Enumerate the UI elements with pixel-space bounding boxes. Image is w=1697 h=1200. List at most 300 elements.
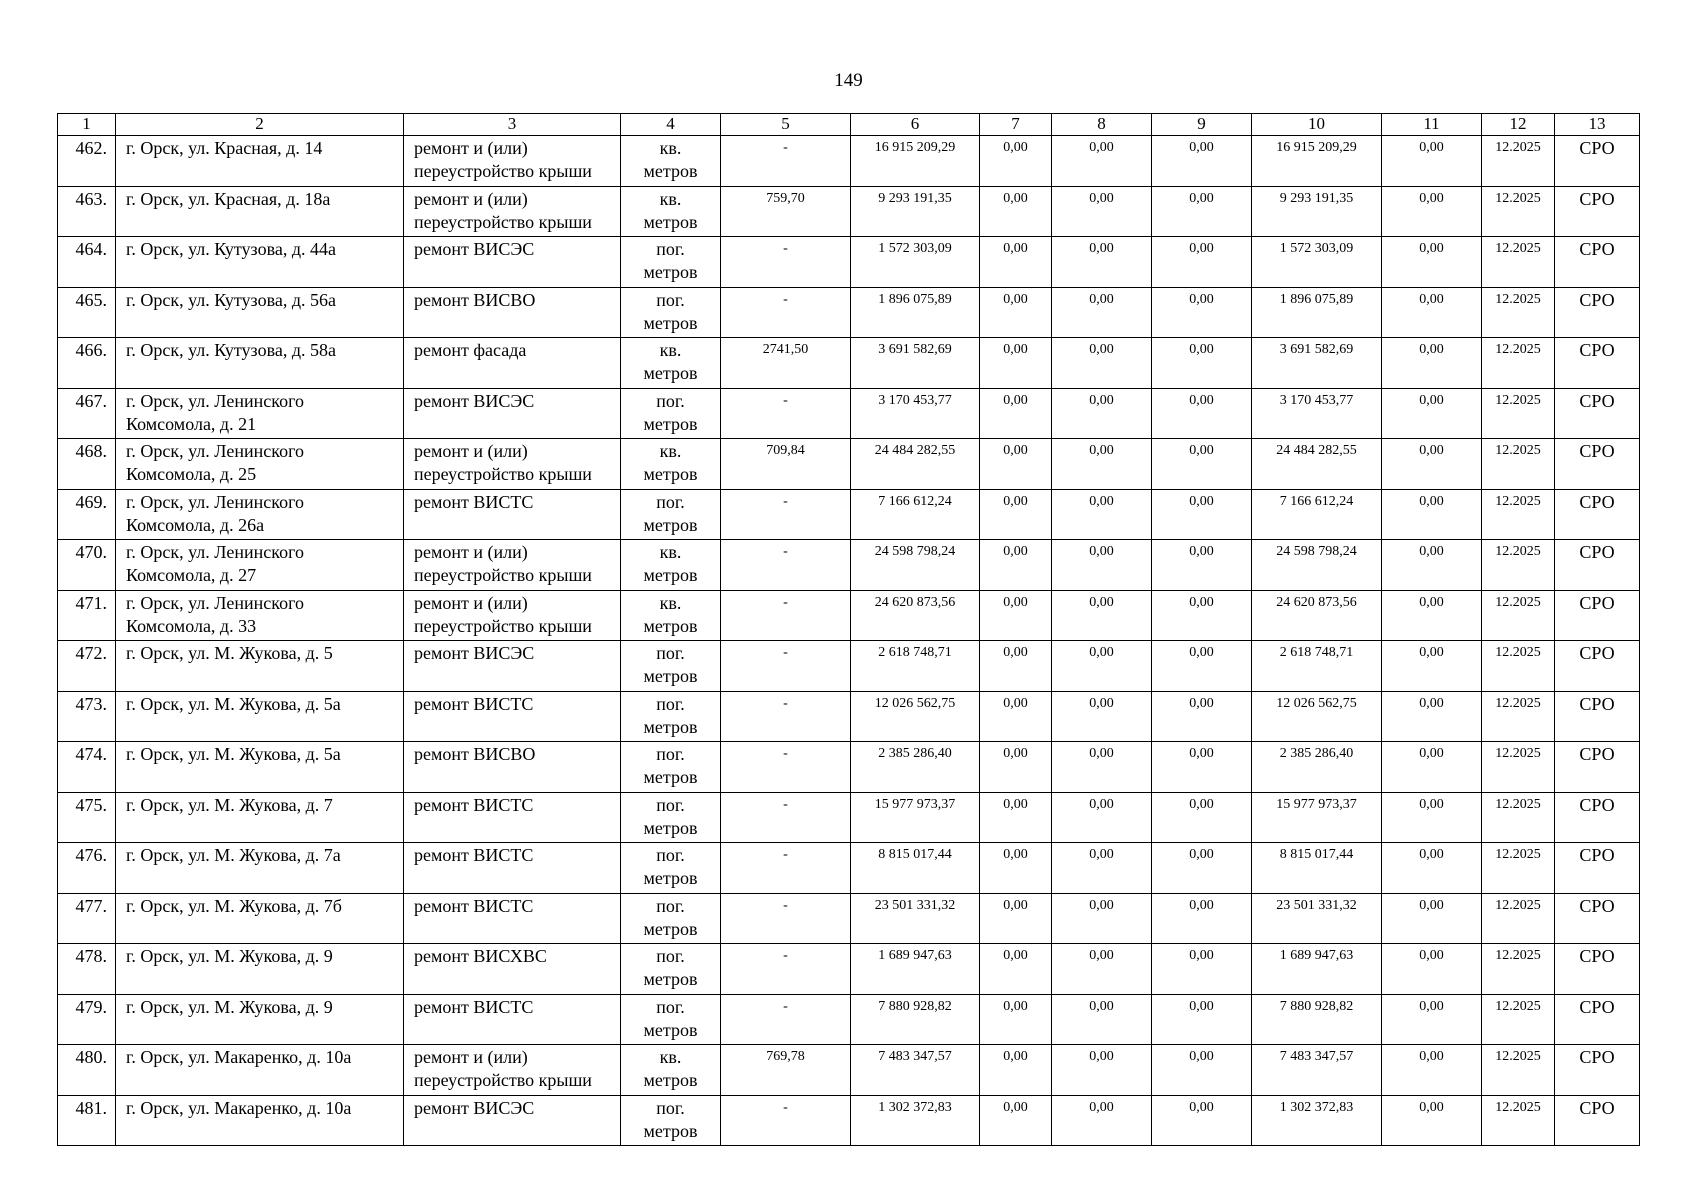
completion-date-cell: 12.2025 (1482, 489, 1555, 540)
col8-cell: 0,00 (1052, 338, 1152, 389)
col9-cell: 0,00 (1152, 1045, 1252, 1096)
address-cell-line: Комсомола, д. 26а (126, 514, 265, 535)
address-cell-line: г. Орск, ул. Кутузова, д. 58а (126, 340, 336, 360)
unit-cell (621, 742, 721, 793)
work-type-cell-line: ремонт и (или) (414, 138, 528, 158)
work-type-cell (404, 944, 621, 995)
work-type-cell (404, 1095, 621, 1146)
unit-cell-line: пог. (656, 491, 685, 512)
col9-cell: 0,00 (1152, 1095, 1252, 1146)
area-cell: - (721, 287, 851, 338)
completion-date-cell: 12.2025 (1482, 388, 1555, 439)
address-cell (116, 590, 404, 641)
col9-cell: 0,00 (1152, 742, 1252, 793)
col8-cell: 0,00 (1052, 893, 1152, 944)
col11-cell: 0,00 (1382, 843, 1482, 894)
work-type-cell-line: ремонт и (или) (414, 1047, 528, 1067)
col7-cell: 0,00 (980, 742, 1052, 793)
row-number: 478. (58, 944, 116, 995)
table-row (58, 489, 1640, 540)
unit-cell (621, 540, 721, 591)
address-cell-line: г. Орск, ул. Кутузова, д. 56а (126, 289, 336, 310)
area-cell: - (721, 1095, 851, 1146)
col10-cell: 15 977 973,37 (1252, 792, 1382, 843)
table-row (58, 893, 1640, 944)
work-type-cell (404, 237, 621, 288)
col8-cell: 0,00 (1052, 439, 1152, 490)
unit-cell (621, 237, 721, 288)
unit-cell-line: метров (643, 767, 698, 787)
address-cell-line: г. Орск, ул. Красная, д. 18а (126, 188, 331, 209)
address-cell (116, 691, 404, 742)
completion-date-cell: 12.2025 (1482, 540, 1555, 591)
completion-date-cell: 12.2025 (1482, 237, 1555, 288)
address-cell-line: г. Орск, ул. М. Жукова, д. 7а (126, 845, 341, 865)
row-number: 474. (58, 742, 116, 793)
completion-date-cell: 12.2025 (1482, 439, 1555, 490)
col10-cell: 1 896 075,89 (1252, 287, 1382, 338)
col7-cell: 0,00 (980, 287, 1052, 338)
column-header-10: 10 (1252, 114, 1382, 136)
work-type-cell-line: ремонт ВИСЭС (414, 1097, 535, 1118)
executor-cell: СРО (1555, 590, 1640, 641)
col10-cell: 3 170 453,77 (1252, 388, 1382, 439)
unit-cell-line: метров (643, 716, 698, 737)
table-row (58, 287, 1640, 338)
col7-cell: 0,00 (980, 843, 1052, 894)
col8-cell: 0,00 (1052, 287, 1152, 338)
work-type-cell (404, 994, 621, 1045)
total-cost-cell: 3 691 582,69 (851, 338, 980, 389)
col10-cell: 8 815 017,44 (1252, 843, 1382, 894)
col10-cell: 7 483 347,57 (1252, 1045, 1382, 1096)
completion-date-cell: 12.2025 (1482, 893, 1555, 944)
unit-cell (621, 641, 721, 692)
total-cost-cell: 23 501 331,32 (851, 893, 980, 944)
col9-cell: 0,00 (1152, 540, 1252, 591)
total-cost-cell: 12 026 562,75 (851, 691, 980, 742)
work-type-cell-line: ремонт ВИСВО (414, 744, 536, 764)
total-cost-cell: 24 484 282,55 (851, 439, 980, 490)
completion-date-cell: 12.2025 (1482, 843, 1555, 894)
col10-cell: 12 026 562,75 (1252, 691, 1382, 742)
col7-cell: 0,00 (980, 641, 1052, 692)
unit-cell-line: пог. (656, 239, 685, 259)
page-number: 149 (834, 70, 863, 91)
work-type-cell-line: переустройство крыши (414, 615, 592, 636)
total-cost-cell: 2 618 748,71 (851, 641, 980, 692)
col7-cell: 0,00 (980, 237, 1052, 288)
unit-cell-line: метров (643, 514, 698, 535)
col11-cell: 0,00 (1382, 237, 1482, 288)
col8-cell: 0,00 (1052, 994, 1152, 1045)
address-cell-line: г. Орск, ул. М. Жукова, д. 5а (126, 693, 341, 714)
table-row (58, 1045, 1640, 1096)
area-cell: - (721, 388, 851, 439)
column-header-9: 9 (1152, 114, 1252, 136)
work-type-cell (404, 489, 621, 540)
address-cell (116, 237, 404, 288)
completion-date-cell: 12.2025 (1482, 1095, 1555, 1146)
row-number: 462. (58, 136, 116, 187)
unit-cell-line: метров (643, 969, 698, 989)
col9-cell: 0,00 (1152, 893, 1252, 944)
col10-cell: 2 618 748,71 (1252, 641, 1382, 692)
area-cell: - (721, 994, 851, 1045)
work-type-cell (404, 893, 621, 944)
total-cost-cell: 24 620 873,56 (851, 590, 980, 641)
address-cell-line: г. Орск, ул. М. Жукова, д. 5 (126, 643, 333, 663)
address-cell-line: г. Орск, ул. Кутузова, д. 44а (126, 239, 336, 259)
total-cost-cell: 7 483 347,57 (851, 1045, 980, 1096)
col9-cell: 0,00 (1152, 186, 1252, 237)
col7-cell: 0,00 (980, 186, 1052, 237)
col8-cell: 0,00 (1052, 1045, 1152, 1096)
unit-cell (621, 944, 721, 995)
unit-cell-line: метров (643, 868, 698, 888)
work-type-cell-line: переустройство крыши (414, 211, 592, 232)
unit-cell-line: метров (643, 464, 698, 484)
unit-cell (621, 792, 721, 843)
address-cell (116, 439, 404, 490)
column-header-5: 5 (721, 114, 851, 136)
col7-cell: 0,00 (980, 489, 1052, 540)
unit-cell (621, 994, 721, 1045)
work-type-cell-line: ремонт ВИСТС (414, 693, 534, 714)
row-number: 463. (58, 186, 116, 237)
work-type-cell (404, 641, 621, 692)
work-type-cell-line: переустройство крыши (414, 1070, 592, 1090)
area-cell: - (721, 691, 851, 742)
table-row (58, 540, 1640, 591)
table-body (58, 136, 1640, 1146)
total-cost-cell: 3 170 453,77 (851, 388, 980, 439)
total-cost-cell: 15 977 973,37 (851, 792, 980, 843)
executor-cell: СРО (1555, 1095, 1640, 1146)
column-header-7: 7 (980, 114, 1052, 136)
row-number: 466. (58, 338, 116, 389)
total-cost-cell: 7 880 928,82 (851, 994, 980, 1045)
table-row (58, 590, 1640, 641)
unit-cell-line: кв. (659, 1047, 682, 1067)
executor-cell: СРО (1555, 742, 1640, 793)
col8-cell: 0,00 (1052, 489, 1152, 540)
col9-cell: 0,00 (1152, 287, 1252, 338)
col11-cell: 0,00 (1382, 742, 1482, 793)
col11-cell: 0,00 (1382, 439, 1482, 490)
unit-cell-line: кв. (659, 592, 682, 613)
unit-cell-line: пог. (656, 845, 685, 865)
col11-cell: 0,00 (1382, 944, 1482, 995)
work-type-cell-line: ремонт ВИСЭС (414, 643, 535, 663)
total-cost-cell: 1 689 947,63 (851, 944, 980, 995)
column-header-6: 6 (851, 114, 980, 136)
row-number: 467. (58, 388, 116, 439)
col10-cell: 7 880 928,82 (1252, 994, 1382, 1045)
unit-cell-line: пог. (656, 289, 685, 310)
work-type-cell (404, 136, 621, 187)
unit-cell-line: кв. (659, 542, 682, 562)
unit-cell-line: метров (643, 1120, 698, 1141)
col8-cell: 0,00 (1052, 237, 1152, 288)
col8-cell: 0,00 (1052, 691, 1152, 742)
area-cell: - (721, 893, 851, 944)
col10-cell: 1 572 303,09 (1252, 237, 1382, 288)
col7-cell: 0,00 (980, 590, 1052, 641)
executor-cell: СРО (1555, 641, 1640, 692)
executor-cell: СРО (1555, 540, 1640, 591)
completion-date-cell: 12.2025 (1482, 742, 1555, 793)
unit-cell-line: метров (643, 666, 698, 686)
area-cell: 769,78 (721, 1045, 851, 1096)
unit-cell (621, 388, 721, 439)
col9-cell: 0,00 (1152, 136, 1252, 187)
completion-date-cell: 12.2025 (1482, 186, 1555, 237)
work-type-cell-line: ремонт ВИСТС (414, 895, 534, 916)
work-type-cell-line: ремонт ВИСВО (414, 289, 536, 310)
unit-cell-line: пог. (656, 744, 685, 764)
total-cost-cell: 16 915 209,29 (851, 136, 980, 187)
address-cell (116, 186, 404, 237)
col10-cell: 1 689 947,63 (1252, 944, 1382, 995)
unit-cell (621, 590, 721, 641)
area-cell: - (721, 489, 851, 540)
column-header-11: 11 (1382, 114, 1482, 136)
col11-cell: 0,00 (1382, 792, 1482, 843)
col10-cell: 24 484 282,55 (1252, 439, 1382, 490)
col8-cell: 0,00 (1052, 388, 1152, 439)
work-type-cell-line: ремонт ВИСТС (414, 794, 534, 815)
col9-cell: 0,00 (1152, 338, 1252, 389)
unit-cell-line: пог. (656, 996, 685, 1017)
work-type-cell (404, 388, 621, 439)
unit-cell-line: метров (643, 565, 698, 585)
area-cell: - (721, 590, 851, 641)
work-type-cell (404, 590, 621, 641)
col7-cell: 0,00 (980, 1095, 1052, 1146)
unit-cell (621, 893, 721, 944)
row-number: 479. (58, 994, 116, 1045)
table-row (58, 1095, 1640, 1146)
unit-cell-line: пог. (656, 643, 685, 663)
col11-cell: 0,00 (1382, 590, 1482, 641)
col10-cell: 24 598 798,24 (1252, 540, 1382, 591)
col11-cell: 0,00 (1382, 489, 1482, 540)
col9-cell: 0,00 (1152, 489, 1252, 540)
executor-cell: СРО (1555, 186, 1640, 237)
col8-cell: 0,00 (1052, 843, 1152, 894)
table-row (58, 186, 1640, 237)
address-cell (116, 843, 404, 894)
completion-date-cell: 12.2025 (1482, 641, 1555, 692)
address-cell (116, 641, 404, 692)
unit-cell-line: пог. (656, 946, 685, 966)
unit-cell-line: метров (643, 262, 698, 282)
column-header-1: 1 (58, 114, 116, 136)
col9-cell: 0,00 (1152, 237, 1252, 288)
unit-cell-line: метров (643, 615, 698, 636)
work-type-cell-line: переустройство крыши (414, 565, 592, 585)
col7-cell: 0,00 (980, 540, 1052, 591)
work-type-cell (404, 186, 621, 237)
total-cost-cell: 1 572 303,09 (851, 237, 980, 288)
col11-cell: 0,00 (1382, 540, 1482, 591)
work-type-cell-line: ремонт и (или) (414, 188, 528, 209)
total-cost-cell: 1 302 372,83 (851, 1095, 980, 1146)
unit-cell-line: пог. (656, 794, 685, 815)
col8-cell: 0,00 (1052, 590, 1152, 641)
work-type-cell (404, 1045, 621, 1096)
table-row (58, 641, 1640, 692)
address-cell-line: Комсомола, д. 21 (126, 413, 257, 434)
table-row (58, 237, 1640, 288)
work-type-cell-line: ремонт ВИСЭС (414, 239, 535, 259)
address-cell (116, 1095, 404, 1146)
unit-cell-line: метров (643, 312, 698, 333)
col7-cell: 0,00 (980, 893, 1052, 944)
unit-cell-line: пог. (656, 1097, 685, 1118)
work-type-cell-line: переустройство крыши (414, 161, 592, 181)
unit-cell-line: пог. (656, 390, 685, 411)
total-cost-cell: 7 166 612,24 (851, 489, 980, 540)
unit-cell-line: метров (643, 211, 698, 232)
col7-cell: 0,00 (980, 691, 1052, 742)
column-number-row (58, 114, 1640, 136)
unit-cell-line: метров (643, 1070, 698, 1090)
address-cell-line: г. Орск, ул. М. Жукова, д. 9 (126, 996, 333, 1017)
col7-cell: 0,00 (980, 388, 1052, 439)
col11-cell: 0,00 (1382, 287, 1482, 338)
work-type-cell-line: ремонт ВИСТС (414, 845, 534, 865)
col11-cell: 0,00 (1382, 893, 1482, 944)
row-number: 464. (58, 237, 116, 288)
address-cell-line: г. Орск, ул. М. Жукова, д. 7 (126, 794, 333, 815)
address-cell-line: г. Орск, ул. Красная, д. 14 (126, 138, 323, 158)
area-cell: - (721, 641, 851, 692)
work-type-cell (404, 742, 621, 793)
address-cell-line: г. Орск, ул. Макаренко, д. 10а (126, 1047, 352, 1067)
executor-cell: СРО (1555, 136, 1640, 187)
row-number: 475. (58, 792, 116, 843)
col7-cell: 0,00 (980, 792, 1052, 843)
col11-cell: 0,00 (1382, 186, 1482, 237)
col10-cell: 2 385 286,40 (1252, 742, 1382, 793)
address-cell-line: г. Орск, ул. Ленинского (126, 390, 305, 411)
col10-cell: 1 302 372,83 (1252, 1095, 1382, 1146)
col9-cell: 0,00 (1152, 792, 1252, 843)
work-type-cell-line: переустройство крыши (414, 464, 592, 484)
col8-cell: 0,00 (1052, 540, 1152, 591)
address-cell (116, 287, 404, 338)
col8-cell: 0,00 (1052, 136, 1152, 187)
area-cell: - (721, 792, 851, 843)
column-header-3: 3 (404, 114, 621, 136)
completion-date-cell: 12.2025 (1482, 338, 1555, 389)
address-cell (116, 136, 404, 187)
address-cell-line: г. Орск, ул. Ленинского (126, 592, 305, 613)
unit-cell-line: метров (643, 363, 698, 383)
address-cell-line: г. Орск, ул. М. Жукова, д. 9 (126, 946, 333, 966)
completion-date-cell: 12.2025 (1482, 287, 1555, 338)
area-cell: - (721, 237, 851, 288)
unit-cell-line: метров (643, 817, 698, 838)
completion-date-cell: 12.2025 (1482, 1045, 1555, 1096)
address-cell-line: г. Орск, ул. Ленинского (126, 491, 305, 512)
work-type-cell-line: ремонт ВИСТС (414, 996, 534, 1017)
col10-cell: 23 501 331,32 (1252, 893, 1382, 944)
area-cell: 2741,50 (721, 338, 851, 389)
executor-cell: СРО (1555, 338, 1640, 389)
col10-cell: 9 293 191,35 (1252, 186, 1382, 237)
col7-cell: 0,00 (980, 944, 1052, 995)
completion-date-cell: 12.2025 (1482, 590, 1555, 641)
address-cell-line: г. Орск, ул. М. Жукова, д. 5а (126, 744, 341, 764)
row-number: 469. (58, 489, 116, 540)
col7-cell: 0,00 (980, 1045, 1052, 1096)
area-cell: - (721, 742, 851, 793)
address-cell (116, 338, 404, 389)
row-number: 480. (58, 1045, 116, 1096)
col11-cell: 0,00 (1382, 1095, 1482, 1146)
table-row (58, 439, 1640, 490)
table-row (58, 792, 1640, 843)
unit-cell-line: кв. (659, 441, 682, 461)
unit-cell-line: метров (643, 918, 698, 939)
col8-cell: 0,00 (1052, 792, 1152, 843)
unit-cell (621, 186, 721, 237)
address-cell-line: г. Орск, ул. Ленинского (126, 441, 305, 461)
executor-cell: СРО (1555, 944, 1640, 995)
unit-cell (621, 338, 721, 389)
unit-cell-line: метров (643, 161, 698, 181)
unit-cell (621, 489, 721, 540)
unit-cell (621, 1045, 721, 1096)
col8-cell: 0,00 (1052, 742, 1152, 793)
table-row (58, 843, 1640, 894)
row-number: 468. (58, 439, 116, 490)
address-cell-line: Комсомола, д. 27 (126, 565, 257, 585)
unit-cell-line: пог. (656, 895, 685, 916)
unit-cell (621, 136, 721, 187)
executor-cell: СРО (1555, 388, 1640, 439)
total-cost-cell: 2 385 286,40 (851, 742, 980, 793)
address-cell (116, 994, 404, 1045)
area-cell: 759,70 (721, 186, 851, 237)
col9-cell: 0,00 (1152, 691, 1252, 742)
work-type-cell-line: ремонт и (или) (414, 441, 528, 461)
unit-cell (621, 843, 721, 894)
total-cost-cell: 8 815 017,44 (851, 843, 980, 894)
address-cell (116, 893, 404, 944)
col11-cell: 0,00 (1382, 641, 1482, 692)
area-cell: - (721, 843, 851, 894)
col9-cell: 0,00 (1152, 994, 1252, 1045)
row-number: 481. (58, 1095, 116, 1146)
col9-cell: 0,00 (1152, 944, 1252, 995)
unit-cell (621, 439, 721, 490)
col7-cell: 0,00 (980, 136, 1052, 187)
work-type-cell-line: ремонт ВИСТС (414, 491, 534, 512)
row-number: 476. (58, 843, 116, 894)
completion-date-cell: 12.2025 (1482, 994, 1555, 1045)
work-type-cell (404, 691, 621, 742)
col11-cell: 0,00 (1382, 1045, 1482, 1096)
unit-cell (621, 691, 721, 742)
col9-cell: 0,00 (1152, 590, 1252, 641)
capital-repair-table (57, 113, 1640, 1146)
col9-cell: 0,00 (1152, 439, 1252, 490)
col10-cell: 24 620 873,56 (1252, 590, 1382, 641)
